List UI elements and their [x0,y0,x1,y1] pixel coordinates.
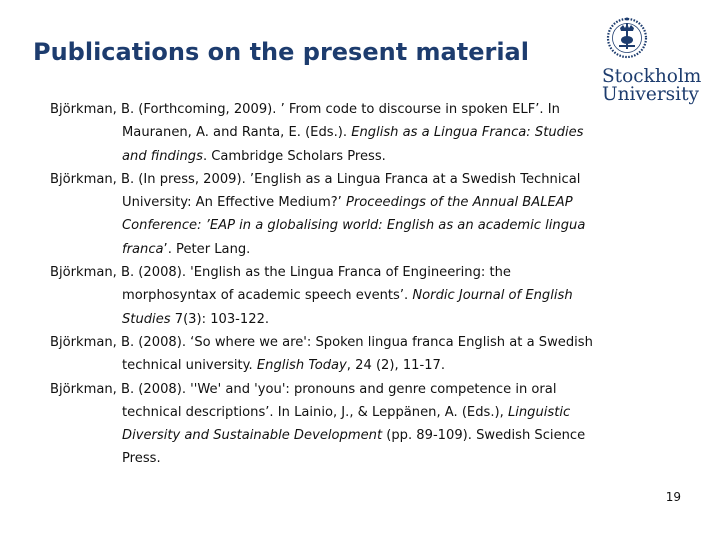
reference-item [50,98,595,168]
reference-item [50,261,595,331]
ref-text: (pp. 89-109). Swedish Science Press. [122,428,586,467]
stockholm-university-seal-icon [606,14,648,66]
ref-text: 7(3): 103-122. [170,311,270,327]
logo-text-university: University [602,84,699,105]
ref-text: ’. Peter Lang. [163,241,251,257]
ref-text: . Cambridge Scholars Press. [202,148,386,164]
ref-text: Björkman, B. (Forthcoming, 2009). ’ From code to discourse in spoken ELF’. In Mauranen, A. and Ranta, E. (Eds.). [50,102,560,141]
reference-item [50,168,595,261]
ref-italic-title: Proceedings of the Annual BALEAP Conference: ’EAP in a globalising world: English as an academic lingua franca [122,195,586,257]
page-number: 19 [665,490,681,504]
reference-item [50,331,595,378]
ref-italic-title: Linguistic Diversity and Sustainable Development [122,404,571,444]
ref-text: Björkman, B. (2008). 'English as the Lingua Franca of Engineering: the morphosyntax of academic speech events’. [50,265,511,304]
ref-italic-title: Nordic Journal of English Studies [122,288,573,327]
ref-italic-title: English Today [256,358,347,374]
ref-text: Björkman, B. (2008). ‘So where we are': Spoken lingua franca English at a Swedish technical university. [50,334,593,374]
university-logo [594,14,702,106]
slide-title: Publications on the present material [33,38,529,66]
ref-text: Björkman, B. (In press, 2009). ’English as a Lingua Franca at a Swedish Technical University: An Effective Medium?’ [50,171,581,211]
ref-text: , 24 (2), 11-17. [346,358,446,374]
logo-text-stockholm: Stockholm [602,66,702,87]
references-list [50,98,595,471]
ref-text: Björkman, B. (2008). ''We' and 'you': pronouns and genre competence in oral technical descriptions’. In Lainio, J., & Leppänen, A. (Eds.), [50,381,557,420]
ref-italic-title: English as a Lingua Franca: Studies and findings [122,125,584,164]
reference-item [50,378,595,471]
